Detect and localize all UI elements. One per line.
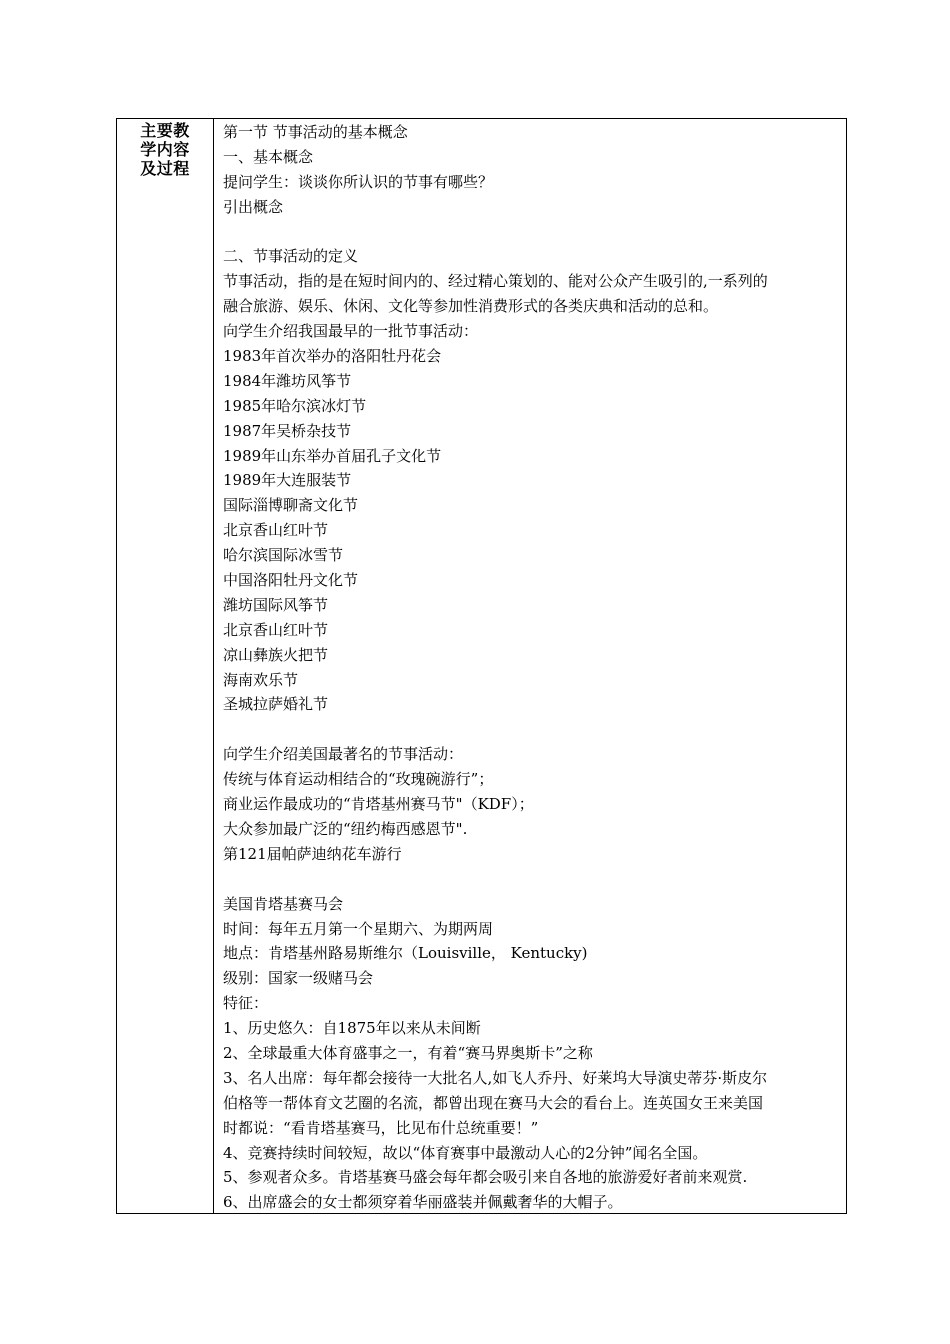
china-events-intro: 向学生介绍我国最早的一批节事活动：: [223, 322, 479, 341]
kentucky-place: 地点：肯塔基州路易斯维尔（Louisville， Kentucky): [223, 944, 588, 963]
feature-item: 伯格等一帮体育文艺圈的名流，都曾出现在赛马大会的看台上。连英国女王来美国: [223, 1093, 764, 1112]
row-label-line: 及过程: [140, 159, 190, 178]
china-event-item: 1985年哈尔滨冰灯节: [223, 396, 367, 415]
feature-item: 2、全球最重大体育盛事之一，有着“赛马界奥斯卡”之称: [223, 1043, 593, 1062]
kentucky-time: 时间：每年五月第一个星期六、为期两周: [223, 919, 494, 938]
feature-item: 3、名人出席：每年都会接待一大批名人,如飞人乔丹、好莱坞大导演史蒂芬·斯皮尔: [223, 1068, 768, 1087]
blank-line: [223, 220, 840, 245]
us-event-item: 第121届帕萨迪纳花车游行: [223, 844, 402, 863]
definition-text: 融合旅游、娱乐、休闲、文化等参加性消费形式的各类庆典和活动的总和。: [223, 297, 719, 316]
china-event-item: 1987年吴桥杂技节: [223, 421, 352, 440]
definition-text: 节事活动，指的是在短时间内的、经过精心策划的、能对公众产生吸引的,一系列的: [223, 272, 768, 291]
us-event-item: 大众参加最广泛的“纽约梅西感恩节".: [223, 819, 468, 838]
us-events-intro: 向学生介绍美国最著名的节事活动：: [223, 745, 464, 764]
china-event-item: 圣城拉萨婚礼节: [223, 695, 329, 714]
lead-text: 引出概念: [223, 197, 284, 216]
row-label-line: 主要教: [140, 121, 190, 140]
features-heading: 特征：: [223, 994, 269, 1013]
china-event-item: 1983年首次举办的洛阳牡丹花会: [223, 347, 442, 366]
feature-item: 1、历史悠久：自1875年以来从未间断: [223, 1019, 481, 1038]
blank-line: [223, 867, 840, 892]
china-event-item: 1984年潍坊风筝节: [223, 371, 352, 390]
us-event-item: 传统与体育运动相结合的“玫瑰碗游行”；: [223, 770, 494, 789]
basic-concept-heading: 一、基本概念: [223, 147, 314, 166]
china-event-item: 凉山彝族火把节: [223, 645, 329, 664]
feature-item: 时都说：“看肯塔基赛马，比见布什总统重要！”: [223, 1118, 539, 1137]
china-event-item: 哈尔滨国际冰雪节: [223, 546, 344, 565]
feature-item: 5、参观者众多。肯塔基赛马盛会每年都会吸引来自各地的旅游爱好者前来观赏.: [223, 1168, 748, 1187]
china-event-item: 北京香山红叶节: [223, 521, 329, 540]
definition-heading: 二、节事活动的定义: [223, 247, 359, 266]
china-event-item: 1989年山东举办首届孔子文化节: [223, 446, 442, 465]
china-event-item: 北京香山红叶节: [223, 620, 329, 639]
china-event-item: 潍坊国际风筝节: [223, 595, 329, 614]
feature-item: 6、出席盛会的女士都须穿着华丽盛装并佩戴奢华的大帽子。: [223, 1193, 623, 1212]
china-event-item: 中国洛阳牡丹文化节: [223, 571, 359, 590]
section-title: 第一节 节事活动的基本概念: [223, 123, 408, 141]
kentucky-title: 美国肯塔基赛马会: [223, 894, 344, 913]
kentucky-level: 级别：国家一级赌马会: [223, 969, 374, 988]
blank-line: [223, 717, 840, 742]
china-event-item: 海南欢乐节: [223, 670, 299, 689]
lesson-table: [116, 118, 847, 1214]
row-label-cell: [117, 119, 214, 1213]
question-text: 提问学生：谈谈你所认识的节事有哪些？: [223, 172, 494, 191]
china-event-item: 1989年大连服装节: [223, 471, 352, 490]
row-label-line: 学内容: [140, 140, 190, 159]
china-event-item: 国际淄博聊斋文化节: [223, 496, 359, 515]
feature-item: 4、竞赛持续时间较短，故以“体育赛事中最激动人心的2分钟”闻名全国。: [223, 1143, 708, 1162]
us-event-item: 商业运作最成功的“肯塔基州赛马节"（KDF）；: [223, 795, 534, 814]
content-cell: [214, 119, 846, 1213]
